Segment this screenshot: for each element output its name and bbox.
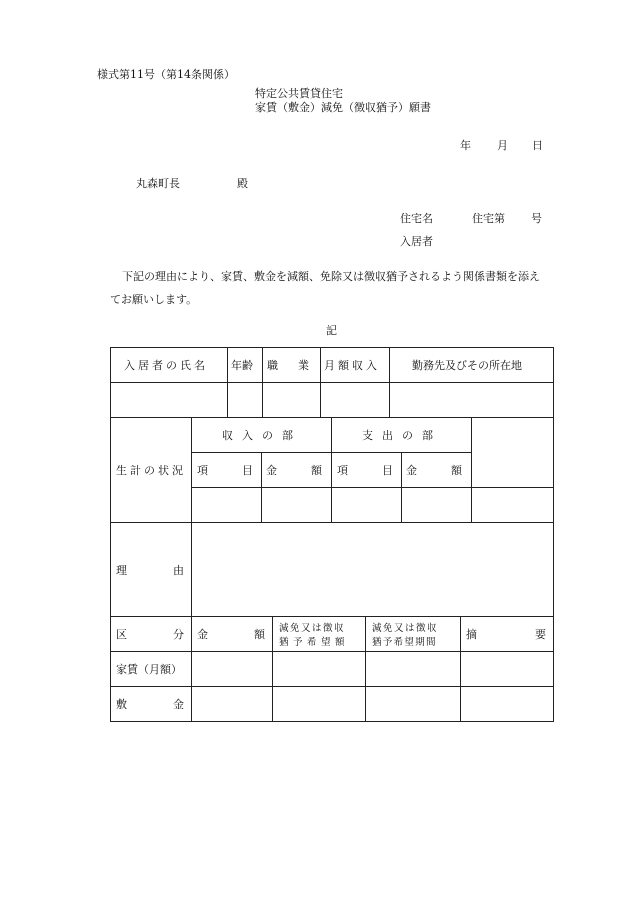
expense-item-header: 項目 xyxy=(337,464,427,477)
remarks-header: 摘要 xyxy=(466,628,604,641)
amount-header: 金額 xyxy=(197,628,311,641)
income-section-header: 収入の部 xyxy=(222,429,302,442)
monthly-income-header: 月額収入 xyxy=(324,358,380,372)
workplace-header: 勤務先及びその所在地 xyxy=(412,358,522,372)
reduction-amount-header: 減免又は徴収 猶予希望額 xyxy=(279,623,350,648)
expense-amount-header: 金額 xyxy=(406,464,496,477)
resident-name-header: 入居者の氏名 xyxy=(124,358,208,372)
housing-number-suffix: 号 xyxy=(531,212,542,225)
reduction-period-header: 減免又は徴収 猶予希望期間 xyxy=(372,623,439,648)
reason-label: 理由 xyxy=(116,564,230,577)
deposit-row-label: 敷金 xyxy=(116,698,230,711)
category-header: 区分 xyxy=(116,628,230,641)
resident-label: 入居者 xyxy=(400,235,433,248)
body-line1: 下記の理由により、家賃、敷金を減額、免除又は徴収猶予されるよう関係書類を添え xyxy=(122,270,540,283)
age-header: 年齢 xyxy=(231,358,253,372)
title-line2: 家賃（敷金）減免（徴収猶予）願書 xyxy=(255,101,431,114)
livelihood-label: 生計の状況 xyxy=(116,464,186,477)
date-month: 月 xyxy=(497,139,508,152)
housing-name-label: 住宅名 xyxy=(400,212,433,225)
expense-section-header: 支出の部 xyxy=(362,429,442,442)
income-item-header: 項目 xyxy=(197,464,287,477)
title-line1: 特定公共賃貸住宅 xyxy=(255,87,343,100)
rent-row-label: 家賃（月額） xyxy=(116,663,182,676)
date-year: 年 xyxy=(460,139,471,152)
form-number: 様式第11号（第14条関係） xyxy=(97,68,235,81)
occupation-header: 職業 xyxy=(267,358,329,372)
housing-number-label: 住宅第 xyxy=(472,212,505,225)
income-amount-header: 金額 xyxy=(266,464,356,477)
body-line2: てお願いします。 xyxy=(110,293,198,306)
ki-label: 記 xyxy=(326,324,337,337)
addressee-name: 丸森町長 xyxy=(136,177,180,190)
date-day: 日 xyxy=(532,139,543,152)
addressee-honorific: 殿 xyxy=(237,177,248,190)
